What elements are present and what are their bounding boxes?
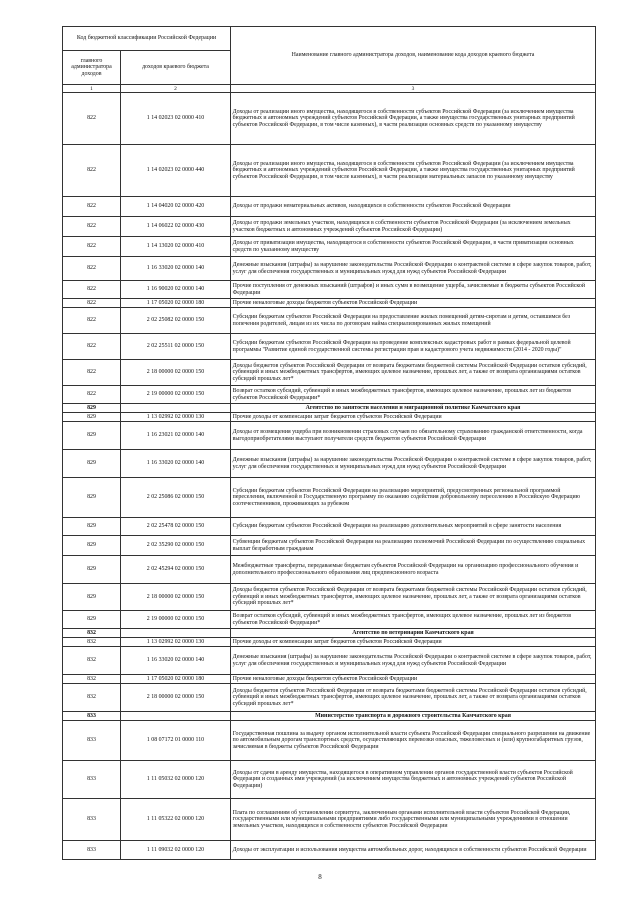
- revenue-code: 1 16 23021 02 0000 140: [121, 422, 231, 450]
- revenue-code: 1 13 02992 02 0000 130: [121, 413, 231, 422]
- admin-code: 832: [63, 638, 121, 647]
- revenue-code: 1 14 06022 02 0000 430: [121, 217, 231, 237]
- table-row: [63, 360, 596, 386]
- table-row: [63, 841, 596, 860]
- revenue-code: 1 14 02023 02 0000 440: [121, 145, 231, 197]
- revenue-name: Доходы бюджетов субъектов Российской Федерации от возврата бюджетами бюджетной системы Российской Федерации остатков субсидий, субвенций и иных межбюджетных трансфертов, имеющих целевое назначение, прошлых лет, а также от возврата организациями остатков субсидий прошлых лет*: [231, 360, 596, 386]
- revenue-code: 1 11 05032 02 0000 120: [121, 761, 231, 799]
- admin-code: 829: [63, 584, 121, 611]
- table-row: [63, 413, 596, 422]
- revenue-name: Денежные взыскания (штрафы) за нарушение законодательства Российской Федерации о контрактной системе в сфере закупок товаров, работ, услуг для обеспечения государственных и муниципальных нужд для нужд субъектов Российской Федерации: [231, 257, 596, 281]
- revenue-name: Возврат остатков субсидий, субвенций и иных межбюджетных трансфертов, имеющих целевое назначение, прошлых лет из бюджетов субъектов Российской Федерации*: [231, 386, 596, 404]
- revenue-code: 1 17 05020 02 0000 180: [121, 675, 231, 684]
- kbk-group-header: Код бюджетной классификации Российской Федерации: [63, 27, 231, 51]
- admin-code: 822: [63, 299, 121, 308]
- admin-code: 829: [63, 611, 121, 629]
- revenue-name: Денежные взыскания (штрафы) за нарушение законодательства Российской Федерации о контрактной системе в сфере закупок товаров, работ, услуг для обеспечения государственных и муниципальных нужд для нужд субъектов Российской Федерации: [231, 450, 596, 478]
- table-row: [63, 611, 596, 629]
- revenue-name: Субвенции бюджетам субъектов Российской Федерации на реализацию полномочий Российской Федерации по осуществлению социальных выплат безработным гражданам: [231, 536, 596, 556]
- table-row: [63, 478, 596, 518]
- column-number-1: 1: [63, 85, 121, 93]
- admin-code: 829: [63, 413, 121, 422]
- revenue-code: 2 18 00000 02 0000 150: [121, 360, 231, 386]
- revenue-name: Субсидии бюджетам субъектов Российской Федерации на реализацию дополнительных мероприятий в сфере занятости населения: [231, 518, 596, 536]
- admin-code: 822: [63, 197, 121, 217]
- revenue-code: 2 19 00000 02 0000 150: [121, 386, 231, 404]
- revenue-code: 2 02 35290 02 0000 150: [121, 536, 231, 556]
- revenue-name: Доходы от возмещения ущерба при возникновении страховых случаев по обязательному страхованию гражданской ответственности, когда выгодоприобретателями выступают получатели средств бюджетов субъектов Российской Федерации: [231, 422, 596, 450]
- admin-code: 829: [63, 450, 121, 478]
- revenue-code: 1 13 02992 02 0000 130: [121, 638, 231, 647]
- admin-code: 829: [63, 556, 121, 584]
- admin-code: 833: [63, 841, 121, 860]
- revenue-name: Прочие поступления от денежных взысканий (штрафов) и иных сумм в возмещение ущерба, зачисляемые в бюджеты субъектов Российской Федерации: [231, 281, 596, 299]
- revenue-code: 2 02 25478 02 0000 150: [121, 518, 231, 536]
- revenue-code: 1 11 09032 02 0000 120: [121, 841, 231, 860]
- admin-code: 822: [63, 308, 121, 334]
- revenue-name: Доходы от реализации иного имущества, находящегося в собственности субъектов Российской Федерации (за исключением имущества бюджетных и автономных учреждений субъектов Российской Федерации, а также имущества государственных унитарных предприятий субъектов Российской Федерации, в том числе казенных), в части реализации основных средств по указанному имуществу: [231, 93, 596, 145]
- table-row: [63, 647, 596, 675]
- table-row: [63, 386, 596, 404]
- revenue-name: Государственная пошлина за выдачу органом исполнительной власти субъекта Российской Федерации специального разрешения на движение по автомобильным дорогам транспортных средств, осуществляющих перевозки опасных, тяжеловесных и (или) крупногабаритных грузов, зачисляемая в бюджеты субъектов Российской Федерации: [231, 721, 596, 761]
- revenue-codes-table: [62, 26, 596, 860]
- revenue-code: 2 18 00000 02 0000 150: [121, 684, 231, 712]
- table-row: [63, 422, 596, 450]
- admin-code: 832: [63, 675, 121, 684]
- table-row: [63, 299, 596, 308]
- column-number-2: 2: [121, 85, 231, 93]
- table-row: [63, 237, 596, 257]
- admin-code: 829: [63, 404, 121, 413]
- admin-code: 822: [63, 386, 121, 404]
- table-row: [63, 197, 596, 217]
- revenue-code: 1 16 90020 02 0000 140: [121, 281, 231, 299]
- revenue-code: 2 02 25511 02 0000 150: [121, 334, 231, 360]
- admin-code: 829: [63, 518, 121, 536]
- table-row: [63, 93, 596, 145]
- admin-code: 822: [63, 257, 121, 281]
- admin-code: 832: [63, 647, 121, 675]
- revenue-name: Доходы от реализации иного имущества, находящегося в собственности субъектов Российской Федерации (за исключением имущества бюджетных и автономных учреждений субъектов Российской Федерации, а также имущества государственных унитарных предприятий субъектов Российской Федерации, в том числе казенных), в части реализации материальных запасов по указанному имуществу: [231, 145, 596, 197]
- table-row: [63, 308, 596, 334]
- admin-code: 822: [63, 145, 121, 197]
- page-number: 8: [318, 873, 322, 881]
- table-row: [63, 518, 596, 536]
- admin-code: 822: [63, 334, 121, 360]
- table-row: [63, 721, 596, 761]
- table-row: [63, 334, 596, 360]
- revenue-name: Доходы от эксплуатации и использования имущества автомобильных дорог, находящихся в собственности субъектов Российской Федерации: [231, 841, 596, 860]
- revenue-name: Возврат остатков субсидий, субвенций и иных межбюджетных трансфертов, имеющих целевое назначение, прошлых лет из бюджетов субъектов Российской Федерации*: [231, 611, 596, 629]
- revenue-code: 1 16 33020 02 0000 140: [121, 647, 231, 675]
- section-title: Агентство по ветеринарии Камчатского края: [231, 629, 596, 638]
- admin-code: 832: [63, 629, 121, 638]
- admin-code: 822: [63, 237, 121, 257]
- admin-code: 822: [63, 281, 121, 299]
- table-row: [63, 450, 596, 478]
- table-row: [63, 257, 596, 281]
- admin-code-header: главного администратора доходов: [63, 51, 121, 85]
- section-row: [63, 629, 596, 638]
- revenue-code: 1 08 07172 01 0000 110: [121, 721, 231, 761]
- table-row: [63, 217, 596, 237]
- revenue-name: Прочие неналоговые доходы бюджетов субъектов Российской Федерации: [231, 299, 596, 308]
- revenue-name: Межбюджетные трансферты, передаваемые бюджетам субъектов Российской Федерации на организацию профессионального обучения и дополнительного профессионального образования лиц предпенсионного возраста: [231, 556, 596, 584]
- revenue-code: [121, 404, 231, 413]
- admin-code: 822: [63, 217, 121, 237]
- revenue-code: 1 16 33020 02 0000 140: [121, 257, 231, 281]
- revenue-name: Доходы от сдачи в аренду имущества, находящегося в оперативном управлении органов государственной власти субъектов Российской Федерации и созданных ими учреждений (за исключением имущества бюджетных и автономных учреждений субъектов Российской Федерации): [231, 761, 596, 799]
- table-row: [63, 675, 596, 684]
- revenue-name: Доходы бюджетов субъектов Российской Федерации от возврата бюджетами бюджетной системы Российской Федерации остатков субсидий, субвенций и иных межбюджетных трансфертов, имеющих целевое назначение, прошлых лет, а также от возврата организациями остатков субсидий прошлых лет*: [231, 684, 596, 712]
- revenue-code: [121, 712, 231, 721]
- admin-code: 833: [63, 799, 121, 841]
- revenue-code: [121, 629, 231, 638]
- revenue-name: Плата по соглашениям об установлении сервитута, заключенным органами исполнительной власти субъектов Российской Федерации, государственными или муниципальными предприятиями либо государственными или муниципальными учреждениями в отношении земельных участков, находящихся в собственности субъектов Российской Федерации: [231, 799, 596, 841]
- revenue-name: Прочие доходы от компенсации затрат бюджетов субъектов Российской Федерации: [231, 638, 596, 647]
- admin-code: 832: [63, 684, 121, 712]
- revenue-name: Прочие доходы от компенсации затрат бюджетов субъектов Российской Федерации: [231, 413, 596, 422]
- revenue-name: Доходы от продажи земельных участков, находящихся в собственности субъектов Российской Федерации (за исключением земельных участков бюджетных и автономных учреждений субъектов Российской Федерации): [231, 217, 596, 237]
- name-column-header: Наименование главного администратора доходов, наименование кода доходов краевого бюджета: [231, 27, 596, 85]
- admin-code: 833: [63, 721, 121, 761]
- table-row: [63, 799, 596, 841]
- revenue-name: Доходы от приватизации имущества, находящегося в собственности субъектов Российской Федерации, в части приватизации основных средств по указанному имуществу: [231, 237, 596, 257]
- table-row: [63, 556, 596, 584]
- section-title: Министерство транспорта и дорожного строительства Камчатского края: [231, 712, 596, 721]
- revenue-code: 2 19 00000 02 0000 150: [121, 611, 231, 629]
- revenue-name: Прочие неналоговые доходы бюджетов субъектов Российской Федерации: [231, 675, 596, 684]
- section-row: [63, 712, 596, 721]
- revenue-code: 1 14 02023 02 0000 410: [121, 93, 231, 145]
- revenue-name: Доходы бюджетов субъектов Российской Федерации от возврата бюджетами бюджетной системы Российской Федерации остатков субсидий, субвенций и иных межбюджетных трансфертов, имеющих целевое назначение, прошлых лет, а также от возврата организациями остатков субсидий прошлых лет*: [231, 584, 596, 611]
- admin-code: 833: [63, 712, 121, 721]
- admin-code: 829: [63, 422, 121, 450]
- table-row: [63, 536, 596, 556]
- table-row: [63, 145, 596, 197]
- section-row: [63, 404, 596, 413]
- revenue-code: 1 16 33020 02 0000 140: [121, 450, 231, 478]
- revenue-code: 2 02 25082 02 0000 150: [121, 308, 231, 334]
- revenue-name: Субсидии бюджетам субъектов Российской Федерации на проведение комплексных кадастровых работ в рамках федеральной целевой программы "Развитие единой государственной системы регистрации прав и кадастрового учета недвижимости (2014 - 2020 годы)": [231, 334, 596, 360]
- table-row: [63, 584, 596, 611]
- admin-code: 829: [63, 536, 121, 556]
- revenue-name: Денежные взыскания (штрафы) за нарушение законодательства Российской Федерации о контрактной системе в сфере закупок товаров, работ, услуг для обеспечения государственных и муниципальных нужд для нужд субъектов Российской Федерации: [231, 647, 596, 675]
- table-body: [63, 93, 596, 860]
- section-title: Агентство по занятости населения и миграционной политике Камчатского края: [231, 404, 596, 413]
- revenue-name: Субсидии бюджетам субъектов Российской Федерации на реализацию мероприятий, предусмотренных региональной программой переселения, включенной в Государственную программу по оказанию содействия добровольному переселению в Российскую Федерацию соотечественников, проживающих за рубежом: [231, 478, 596, 518]
- admin-code: 822: [63, 360, 121, 386]
- table-row: [63, 281, 596, 299]
- revenue-name: Доходы от продажи нематериальных активов, находящихся в собственности субъектов Российской Федерации: [231, 197, 596, 217]
- admin-code: 833: [63, 761, 121, 799]
- admin-code: 822: [63, 93, 121, 145]
- revenue-code: 1 14 13020 02 0000 410: [121, 237, 231, 257]
- revenue-code: 1 14 04020 02 0000 420: [121, 197, 231, 217]
- revenue-code: 1 17 05020 02 0000 180: [121, 299, 231, 308]
- table-row: [63, 761, 596, 799]
- revenue-code: 2 02 25086 02 0000 150: [121, 478, 231, 518]
- revenue-code: 2 18 00000 02 0000 150: [121, 584, 231, 611]
- table-row: [63, 638, 596, 647]
- column-number-3: 3: [231, 85, 596, 93]
- revenue-code: 2 02 45294 02 0000 150: [121, 556, 231, 584]
- revenue-code: 1 11 05322 02 0000 120: [121, 799, 231, 841]
- revenue-name: Субсидии бюджетам субъектов Российской Федерации на предоставление жилых помещений детям-сиротам и детям, оставшимся без попечения родителей, лицам из их числа по договорам найма специализированных жилых помещений: [231, 308, 596, 334]
- admin-code: 829: [63, 478, 121, 518]
- table-row: [63, 684, 596, 712]
- revenue-code-header: доходов краевого бюджета: [121, 51, 231, 85]
